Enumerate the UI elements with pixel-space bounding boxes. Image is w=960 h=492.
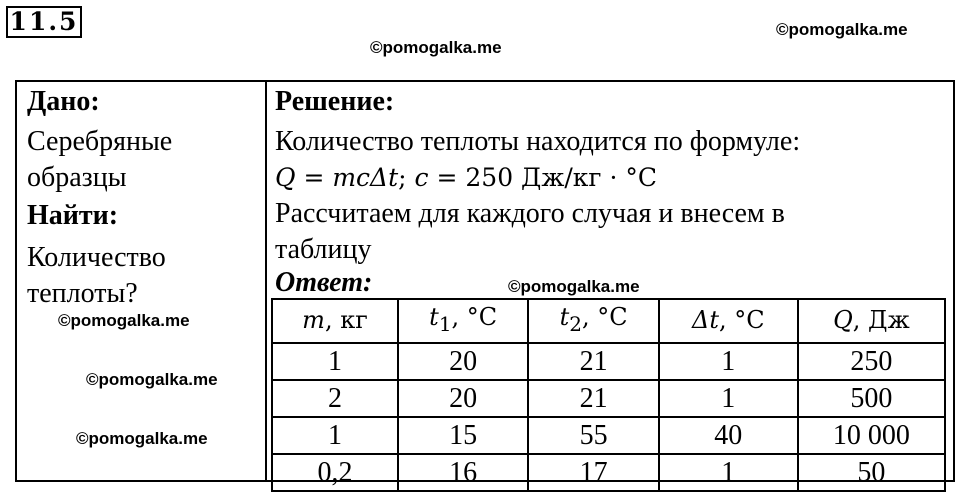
table-cell: 55 [528, 417, 658, 454]
header-t2: $t_2$, °C [528, 299, 658, 343]
watermark-left-3: ©pomogalka.me [76, 429, 208, 448]
table-cell: 10 000 [798, 417, 945, 454]
solution-line1: Количество теплоты находится по формуле: [275, 126, 801, 157]
table-cell: 50 [798, 454, 945, 491]
table-cell: 0,2 [272, 454, 398, 491]
watermark-top-center: ©pomogalka.me [370, 38, 502, 57]
table-cell: 1 [659, 454, 798, 491]
solution-heading: Решение: [275, 86, 395, 117]
header-mass: m, кг [272, 299, 398, 343]
column-divider [265, 82, 267, 480]
formula-c: c [414, 163, 429, 192]
watermark-left-1: ©pomogalka.me [58, 311, 190, 330]
watermark-top-right: ©pomogalka.me [776, 20, 908, 39]
table-cell: 20 [398, 343, 528, 380]
solution-column [275, 82, 947, 298]
table-cell: 21 [528, 343, 658, 380]
formula-value: 250 Дж/кг · °C [465, 163, 657, 192]
table-cell: 20 [398, 380, 528, 417]
results-table [271, 298, 946, 492]
find-text-line2: теплоты? [27, 278, 138, 309]
find-text-line1: Количество [27, 242, 166, 273]
answer-label: Ответ: [275, 267, 373, 298]
watermark-answer: ©pomogalka.me [508, 277, 640, 296]
formula-sep: ; [398, 163, 415, 192]
header-t1: $t_1$, °C [398, 299, 528, 343]
given-text-line1: Серебряные [27, 126, 173, 157]
watermark-left-2: ©pomogalka.me [86, 370, 218, 389]
given-column [27, 82, 257, 312]
table-cell: 500 [798, 380, 945, 417]
formula-mcdt: mcΔt [332, 163, 399, 192]
problem-number: 11.5 [6, 6, 82, 38]
header-heat: Q, Дж [798, 299, 945, 343]
table-cell: 40 [659, 417, 798, 454]
given-text-line2: образцы [27, 162, 127, 193]
find-heading: Найти: [27, 200, 119, 231]
solution-line4: таблицу [275, 234, 372, 265]
table-row [272, 454, 945, 491]
table-cell: 1 [272, 343, 398, 380]
table-row [272, 380, 945, 417]
table-cell: 15 [398, 417, 528, 454]
solution-line3: Рассчитаем для каждого случая и внесем в [275, 198, 785, 229]
table-cell: 1 [659, 343, 798, 380]
table-cell: 21 [528, 380, 658, 417]
table-cell: 1 [272, 417, 398, 454]
table-header-row [272, 299, 945, 343]
table-cell: 2 [272, 380, 398, 417]
header-delta-t: Δt, °C [659, 299, 798, 343]
solution-frame [15, 80, 955, 488]
formula-eq: = [295, 163, 333, 192]
given-heading: Дано: [27, 86, 100, 117]
formula-line [275, 160, 947, 196]
table-cell: 1 [659, 380, 798, 417]
table-cell: 16 [398, 454, 528, 491]
table-row [272, 417, 945, 454]
formula-eq2: = [428, 163, 466, 192]
table-cell: 17 [528, 454, 658, 491]
table-cell: 250 [798, 343, 945, 380]
formula-q: Q [275, 163, 296, 192]
table-row [272, 343, 945, 380]
